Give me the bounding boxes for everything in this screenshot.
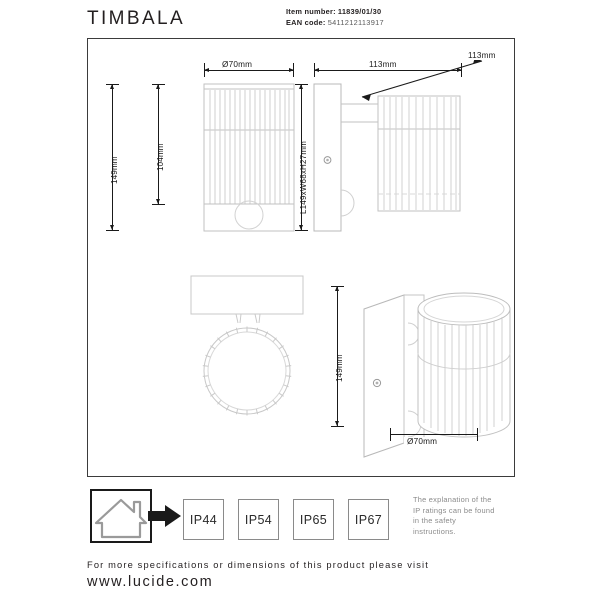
ean-label: EAN code:: [286, 17, 326, 27]
side-depth-dim: 113mm: [366, 60, 400, 69]
ip-note-line-2: IP ratings can be found: [413, 505, 495, 515]
perspective-diameter-dim: Ø70mm: [404, 437, 440, 446]
ip-rating-ip65[interactable]: IP65: [293, 499, 334, 540]
perspective-depth-dim: 113mm: [468, 51, 496, 60]
ip-note-line-4: instructions.: [413, 526, 456, 536]
page-title: TIMBALA: [87, 8, 186, 29]
front-body-height-dim: 104mm: [156, 143, 165, 171]
ip-rating-ip67[interactable]: IP67: [348, 499, 389, 540]
item-number-row: [286, 7, 384, 18]
ip-explanation-note: [413, 495, 519, 537]
ean-value: 5411212113917: [327, 17, 384, 27]
top-view-lamp: [183, 274, 313, 419]
house-icon: [92, 491, 150, 541]
item-number-label: Item number:: [286, 7, 336, 16]
technical-drawing-frame: [87, 38, 515, 477]
indoor-house-icon-box: [90, 489, 152, 543]
perspective-view-lamp: [346, 271, 511, 436]
product-meta: [286, 7, 384, 28]
ip-rating-ip54[interactable]: IP54: [238, 499, 279, 540]
perspective-height-dim: 149mm: [335, 354, 344, 382]
footer-text: For more specifications or dimensions of this product please visit: [87, 560, 430, 570]
side-plate-dim: L149xW68xH27mm: [299, 140, 308, 214]
ip-note-line-1: The explanation of the: [413, 495, 492, 504]
front-width-dim: Ø70mm: [219, 60, 255, 69]
ip-rating-ip44[interactable]: IP44: [183, 499, 224, 540]
front-total-height-dim: 149mm: [110, 156, 119, 184]
ean-row: [286, 18, 384, 29]
arrow-right-icon: [148, 505, 184, 529]
item-number-value: 11839/01/30: [337, 7, 382, 16]
footer-website[interactable]: www.lucide.com: [87, 574, 214, 590]
front-view-lamp: [202, 82, 298, 232]
ip-note-line-3: in the safety: [413, 516, 457, 526]
